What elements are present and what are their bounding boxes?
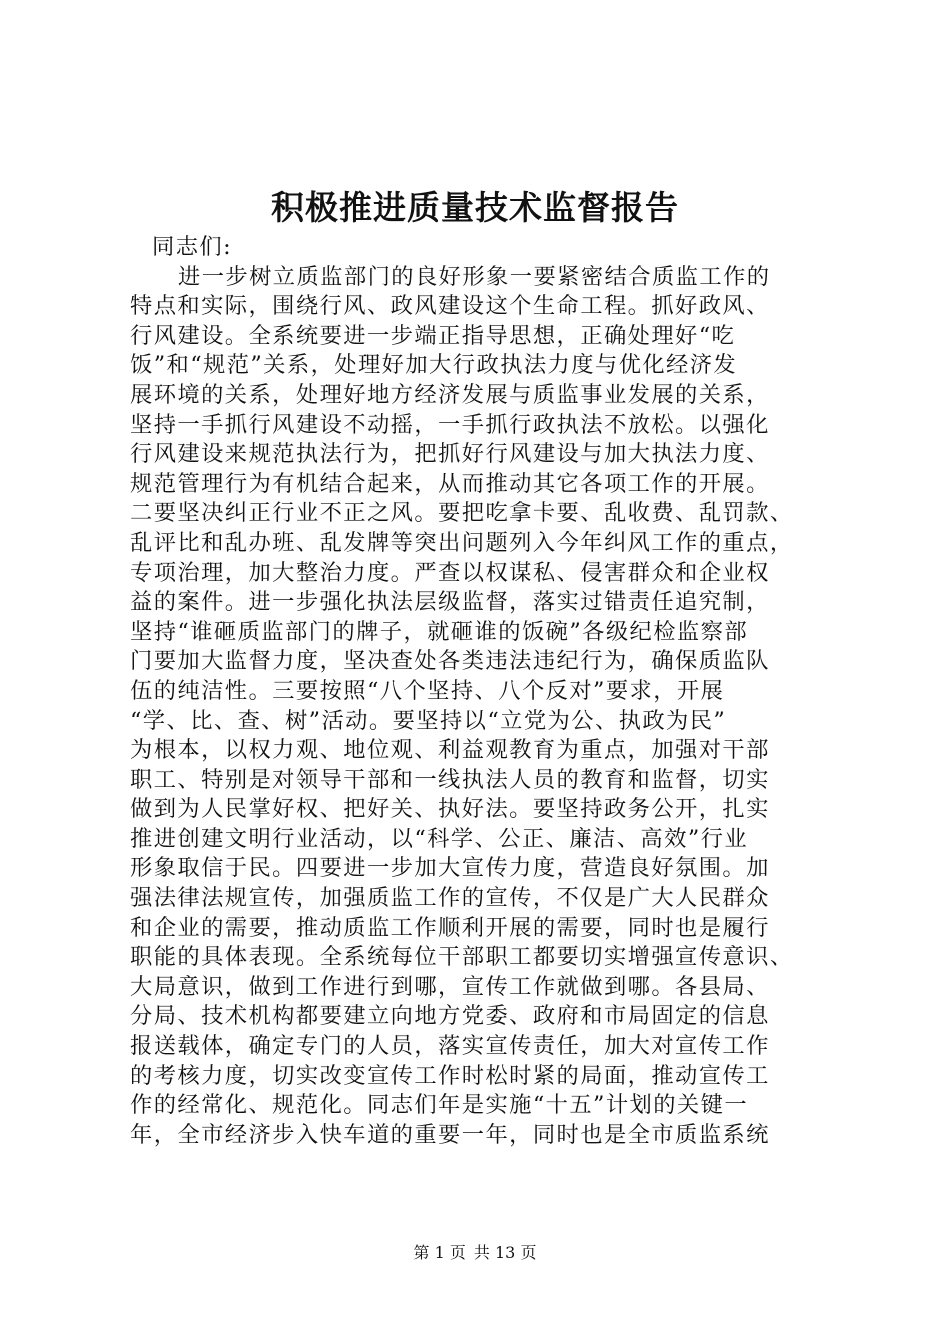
paragraph-line: 益的案件。进一步强化执法层级监督，落实过错责任追究制， <box>130 589 770 616</box>
paragraph-line: 门要加大监督力度，坚决查处各类违法违纪行为，确保质监队 <box>130 648 770 675</box>
paragraph-line: 规范管理行为有机结合起来，从而推动其它各项工作的开展。 <box>130 470 770 497</box>
paragraph-line: 伍的纯洁性。三要按照“八个坚持、八个反对”要求，开展 <box>130 677 725 704</box>
paragraph-line: 推进创建文明行业活动，以“科学、公正、廉洁、高效”行业 <box>130 825 749 852</box>
paragraph-line: 和企业的需要，推动质监工作顺利开展的需要，同时也是履行 <box>130 914 770 941</box>
paragraph-line: 大局意识，做到工作进行到哪，宣传工作就做到哪。各县局、 <box>130 973 770 1000</box>
page-total: 共 13 页 <box>473 1243 537 1262</box>
paragraph-line: 进一步树立质监部门的良好形象一要紧密结合质监工作的 <box>178 263 771 290</box>
paragraph-line: 行风建设来规范执法行为，把抓好行风建设与加大执法力度、 <box>130 441 770 468</box>
page-footer <box>0 1243 950 1263</box>
document-title: 积极推进质量技术监督报告 <box>271 188 679 227</box>
paragraph-line: 为根本，以权力观、地位观、利益观教育为重点，加强对干部 <box>130 737 770 764</box>
paragraph-line: 分局、技术机构都要建立向地方党委、政府和市局固定的信息 <box>130 1003 770 1030</box>
paragraph-line: 二要坚决纠正行业不正之风。要把吃拿卡要、乱收费、乱罚款、 <box>130 500 794 527</box>
paragraph-line: 专项治理，加大整治力度。严查以权谋私、侵害群众和企业权 <box>130 559 770 586</box>
paragraph-line: 作的经常化、规范化。同志们年是实施“十五”计划的关键一 <box>130 1092 749 1119</box>
paragraph-line: 坚持“谁砸质监部门的牌子，就砸谁的饭碗”各级纪检监察部 <box>130 618 749 645</box>
paragraph-line: 坚持一手抓行风建设不动摇，一手抓行政执法不放松。以强化 <box>130 411 770 438</box>
paragraph-line: 职能的具体表现。全系统每位干部职工都要切实增强宣传意识、 <box>130 944 794 971</box>
paragraph-line: 形象取信于民。四要进一步加大宣传力度，营造良好氛围。加 <box>130 855 770 882</box>
paragraph-line: 乱评比和乱办班、乱发牌等突出问题列入今年纠风工作的重点， <box>130 529 794 556</box>
paragraph-line: 行风建设。全系统要进一步端正指导思想，正确处理好“吃 <box>130 322 736 349</box>
paragraph-line: 年，全市经济步入快车道的重要一年，同时也是全市质监系统 <box>130 1121 770 1148</box>
paragraph-line: 做到为人民掌好权、把好关、执好法。要坚持政务公开，扎实 <box>130 796 770 823</box>
paragraph-line: 强法律法规宣传，加强质监工作的宣传，不仅是广大人民群众 <box>130 885 770 912</box>
document-body <box>130 233 830 1150</box>
page-number: 第 1 页 <box>413 1243 466 1262</box>
salutation: 同志们: <box>152 234 233 260</box>
paragraph-line: 职工、特别是对领导干部和一线执法人员的教育和监督，切实 <box>130 766 770 793</box>
paragraph-line: 展环境的关系，处理好地方经济发展与质监事业发展的关系， <box>130 381 770 408</box>
paragraph-line: “学、比、查、树”活动。要坚持以“立党为公、执政为民” <box>130 707 727 734</box>
paragraph-line: 饭”和“规范”关系，处理好加大行政执法力度与优化经济发 <box>130 352 738 379</box>
paragraph-line: 的考核力度，切实改变宣传工作时松时紧的局面，推动宣传工 <box>130 1062 770 1089</box>
paragraph-line: 报送载体，确定专门的人员，落实宣传责任，加大对宣传工作 <box>130 1033 770 1060</box>
paragraph-line: 特点和实际，围绕行风、政风建设这个生命工程。抓好政风、 <box>130 293 770 320</box>
